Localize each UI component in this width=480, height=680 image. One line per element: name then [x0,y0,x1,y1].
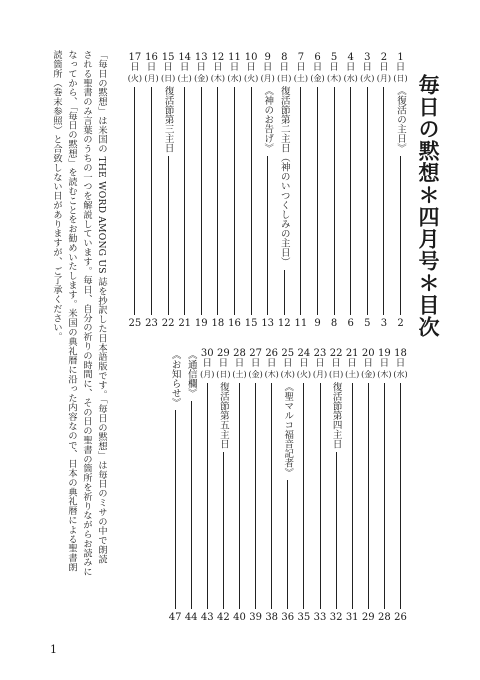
leader-line [320,383,321,609]
page-ref: 12 [277,318,291,329]
day-kanji: 日 [163,62,173,73]
weekday: (水) [343,74,358,83]
day-number: 20 [361,348,375,359]
toc-entry [329,348,344,623]
page-ref: 26 [394,612,407,623]
toc-entry [194,52,209,329]
page-ref: 8 [330,318,338,329]
toc-entry [200,348,215,623]
leader-line [384,383,385,609]
toc-entry [310,52,325,329]
leader-line [317,87,318,315]
page-ref: 9 [314,318,321,329]
page-ref: 25 [128,318,142,329]
page-ref: 42 [217,612,230,623]
day-number: 5 [330,52,338,63]
weekday: (水) [280,370,295,379]
entry-title: 復活節第三主日 [162,86,174,153]
toc-entry [248,348,263,623]
weekday: (日) [277,74,292,83]
toc-entry [260,52,275,329]
page-ref: 19 [194,318,208,329]
weekday: (月) [312,370,328,379]
leader-line [271,383,272,609]
toc-entry [264,348,279,623]
page-ref: 3 [380,318,388,329]
leader-line [400,383,401,609]
day-kanji: 日 [130,62,140,73]
day-kanji: 日 [331,358,341,369]
page-ref: 16 [228,318,241,329]
weekday: (木) [377,370,392,379]
leader-line [223,452,224,610]
toc-entry [184,348,199,623]
leader-line [239,383,240,609]
toc-entry [376,52,391,329]
toc-entry [313,348,328,623]
leader-line [267,156,268,316]
weekday: (土) [345,370,360,379]
leader-line [191,401,192,610]
leader-line [336,452,337,610]
page-ref: 28 [378,612,391,623]
day-kanji: 日 [329,62,339,73]
day-number: 15 [161,52,175,63]
page-ref: 44 [184,612,198,623]
toc-entry [393,52,408,329]
day-number: 17 [128,52,142,63]
leader-line [175,410,176,609]
toc-entry [280,348,295,623]
day-number: 2 [380,52,388,63]
toc-entry [177,52,192,329]
leader-line [350,87,351,315]
weekday: (月) [376,74,392,83]
leader-line [251,87,252,315]
page-ref: 36 [281,612,295,623]
weekday: (火) [296,370,312,379]
entry-title: 《復活の主日》 [395,86,406,153]
day-kanji: 日 [246,62,256,73]
leader-line [352,383,353,609]
weekday: (木) [326,74,342,83]
day-kanji: 日 [363,358,374,369]
page-ref: 35 [297,612,311,623]
toc-entry [144,52,159,329]
page-ref: 47 [168,612,182,623]
day-number: 24 [297,348,311,359]
leader-line [207,383,208,609]
day-kanji: 日 [213,62,223,73]
day-kanji: 日 [262,62,273,73]
day-number: 29 [217,348,230,359]
entry-title: 《神のお告げ》 [262,86,274,153]
page-ref: 31 [345,612,359,623]
weekday: (木) [264,370,279,379]
page-ref: 2 [397,318,404,329]
day-kanji: 日 [266,358,277,369]
day-kanji: 日 [395,62,406,73]
day-kanji: 日 [179,62,190,73]
day-kanji: 日 [395,358,406,369]
entry-title: 復活節第二主日（神のいつくしみの主日） [278,86,290,267]
day-kanji: 日 [196,62,207,73]
page-number: 1 [50,643,57,656]
weekday: (日) [216,370,231,379]
day-number: 25 [281,348,295,359]
page-ref: 13 [261,318,275,329]
day-kanji: 日 [283,358,293,369]
day-number: 23 [313,348,327,359]
page-ref: 18 [211,318,225,329]
toc-entry [343,52,358,329]
weekday: (月) [144,74,159,83]
entry-title: 《お知らせ》 [169,350,181,407]
weekday: (日) [393,74,408,83]
toc-entry [232,348,247,623]
leader-line [287,480,288,609]
day-number: 19 [378,348,391,359]
day-kanji: 日 [379,62,389,73]
toc-entry [168,348,183,623]
day-number: 30 [200,348,214,359]
leader-line [367,87,368,315]
weekday: (金) [194,74,209,83]
day-number: 3 [364,52,371,63]
weekday: (水) [227,74,242,83]
toc-entry [377,348,392,623]
weekday: (土) [232,370,247,379]
page-ref: 32 [329,612,343,623]
day-kanji: 日 [299,358,309,369]
day-kanji: 日 [250,358,261,369]
weekday: (月) [260,74,275,83]
entry-title: 復活節第四主日 [330,382,342,449]
day-number: 11 [228,52,241,63]
day-number: 16 [145,52,158,63]
day-number: 7 [297,52,305,63]
leader-line [217,87,218,315]
day-kanji: 日 [345,62,356,73]
toc-entry [360,52,375,329]
entry-title: 復活節第五主日 [217,382,229,449]
note-line: される聖書のみ言葉のうちの一つを解説しています。毎日、自分の祈りの時間に、その日の聖書の箇所を祈りながらお読みに [81,50,92,577]
day-number: 1 [397,52,404,63]
day-number: 18 [394,348,407,359]
day-kanji: 日 [315,358,325,369]
day-kanji: 日 [279,62,290,73]
weekday: (金) [310,74,325,83]
toc-entry [277,52,292,329]
toc-entry [327,52,342,329]
leader-line [168,156,169,316]
weekday: (月) [200,370,215,379]
day-kanji: 日 [218,358,229,369]
page-ref: 33 [313,612,327,623]
page-ref: 6 [347,318,354,329]
toc-entry [216,348,231,623]
page-ref: 11 [294,318,308,329]
leader-line [134,87,135,315]
leader-line [201,87,202,315]
note-line: 読箇所（巻末参照）と合致しない日がありますが、ご了承ください。 [51,50,62,342]
page-ref: 29 [361,612,375,623]
intro-notes [50,50,108,577]
weekday: (金) [248,370,263,379]
leader-line [400,156,401,316]
entry-title: 《聖マルコ福音記者》 [282,382,294,477]
weekday: (火) [243,74,259,83]
day-number: 22 [329,348,343,359]
leader-line [334,87,335,315]
toc-entry [293,52,308,329]
day-kanji: 日 [362,62,373,73]
leader-line [303,383,304,609]
weekday: (金) [361,370,376,379]
weekday: (火) [360,74,375,83]
page-ref: 15 [244,318,258,329]
page-ref: 23 [145,318,158,329]
weekday: (水) [393,370,408,379]
page-ref: 5 [364,318,371,329]
page-ref: 40 [233,612,246,623]
weekday: (日) [160,74,176,83]
toc-entry [393,348,408,623]
toc-entry [210,52,225,329]
toc-entry [127,52,142,329]
toc-entry [244,52,259,329]
toc-entry [161,52,176,329]
day-number: 4 [347,52,354,63]
day-kanji: 日 [312,62,323,73]
weekday: (日) [328,370,344,379]
leader-line [284,270,285,316]
leader-line [300,87,301,315]
weekday: (土) [177,74,192,83]
day-kanji: 日 [379,358,390,369]
leader-line [234,87,235,315]
page-ref: 43 [200,612,214,623]
day-kanji: 日 [347,358,357,369]
day-number: 14 [178,52,192,63]
note-line: なってから、「毎日の黙想」を読むことをお勧めいたします。米国の典礼暦に沿った内容なので、日本の典礼暦による聖書朗 [66,50,77,572]
leader-line [151,87,152,315]
day-number: 26 [265,348,279,359]
day-number: 9 [264,52,271,63]
leader-line [255,383,256,609]
leader-line [368,383,369,609]
leader-line [184,87,185,315]
note-line: 「毎日の黙想」は米国の THE WORD AMONG US 誌を抄訳した日本語版です。「毎日の黙想」は毎日のミサの中で朗読 [96,50,107,564]
day-number: 28 [233,348,246,359]
page-ref: 21 [178,318,192,329]
day-number: 10 [244,52,258,63]
toc-title: 毎日の黙想＊四月号＊目次 [416,74,441,338]
toc-entry [361,348,376,623]
entry-title: 《通信欄》 [185,350,197,398]
leader-line [383,87,384,315]
day-kanji: 日 [146,62,157,73]
day-kanji: 日 [234,358,245,369]
page-ref: 22 [161,318,175,329]
day-number: 12 [211,52,225,63]
weekday: (木) [210,74,226,83]
toc-entry [227,52,242,329]
day-kanji: 日 [229,62,240,73]
page-ref: 39 [249,612,262,623]
toc-entry [345,348,360,623]
day-number: 6 [314,52,321,63]
day-number: 21 [345,348,359,359]
page-ref: 38 [265,612,279,623]
day-number: 8 [281,52,288,63]
day-kanji: 日 [202,358,213,369]
weekday: (土) [293,74,309,83]
toc-entry [296,348,311,623]
day-number: 13 [194,52,208,63]
day-kanji: 日 [296,62,306,73]
day-number: 27 [249,348,262,359]
weekday: (火) [127,74,143,83]
